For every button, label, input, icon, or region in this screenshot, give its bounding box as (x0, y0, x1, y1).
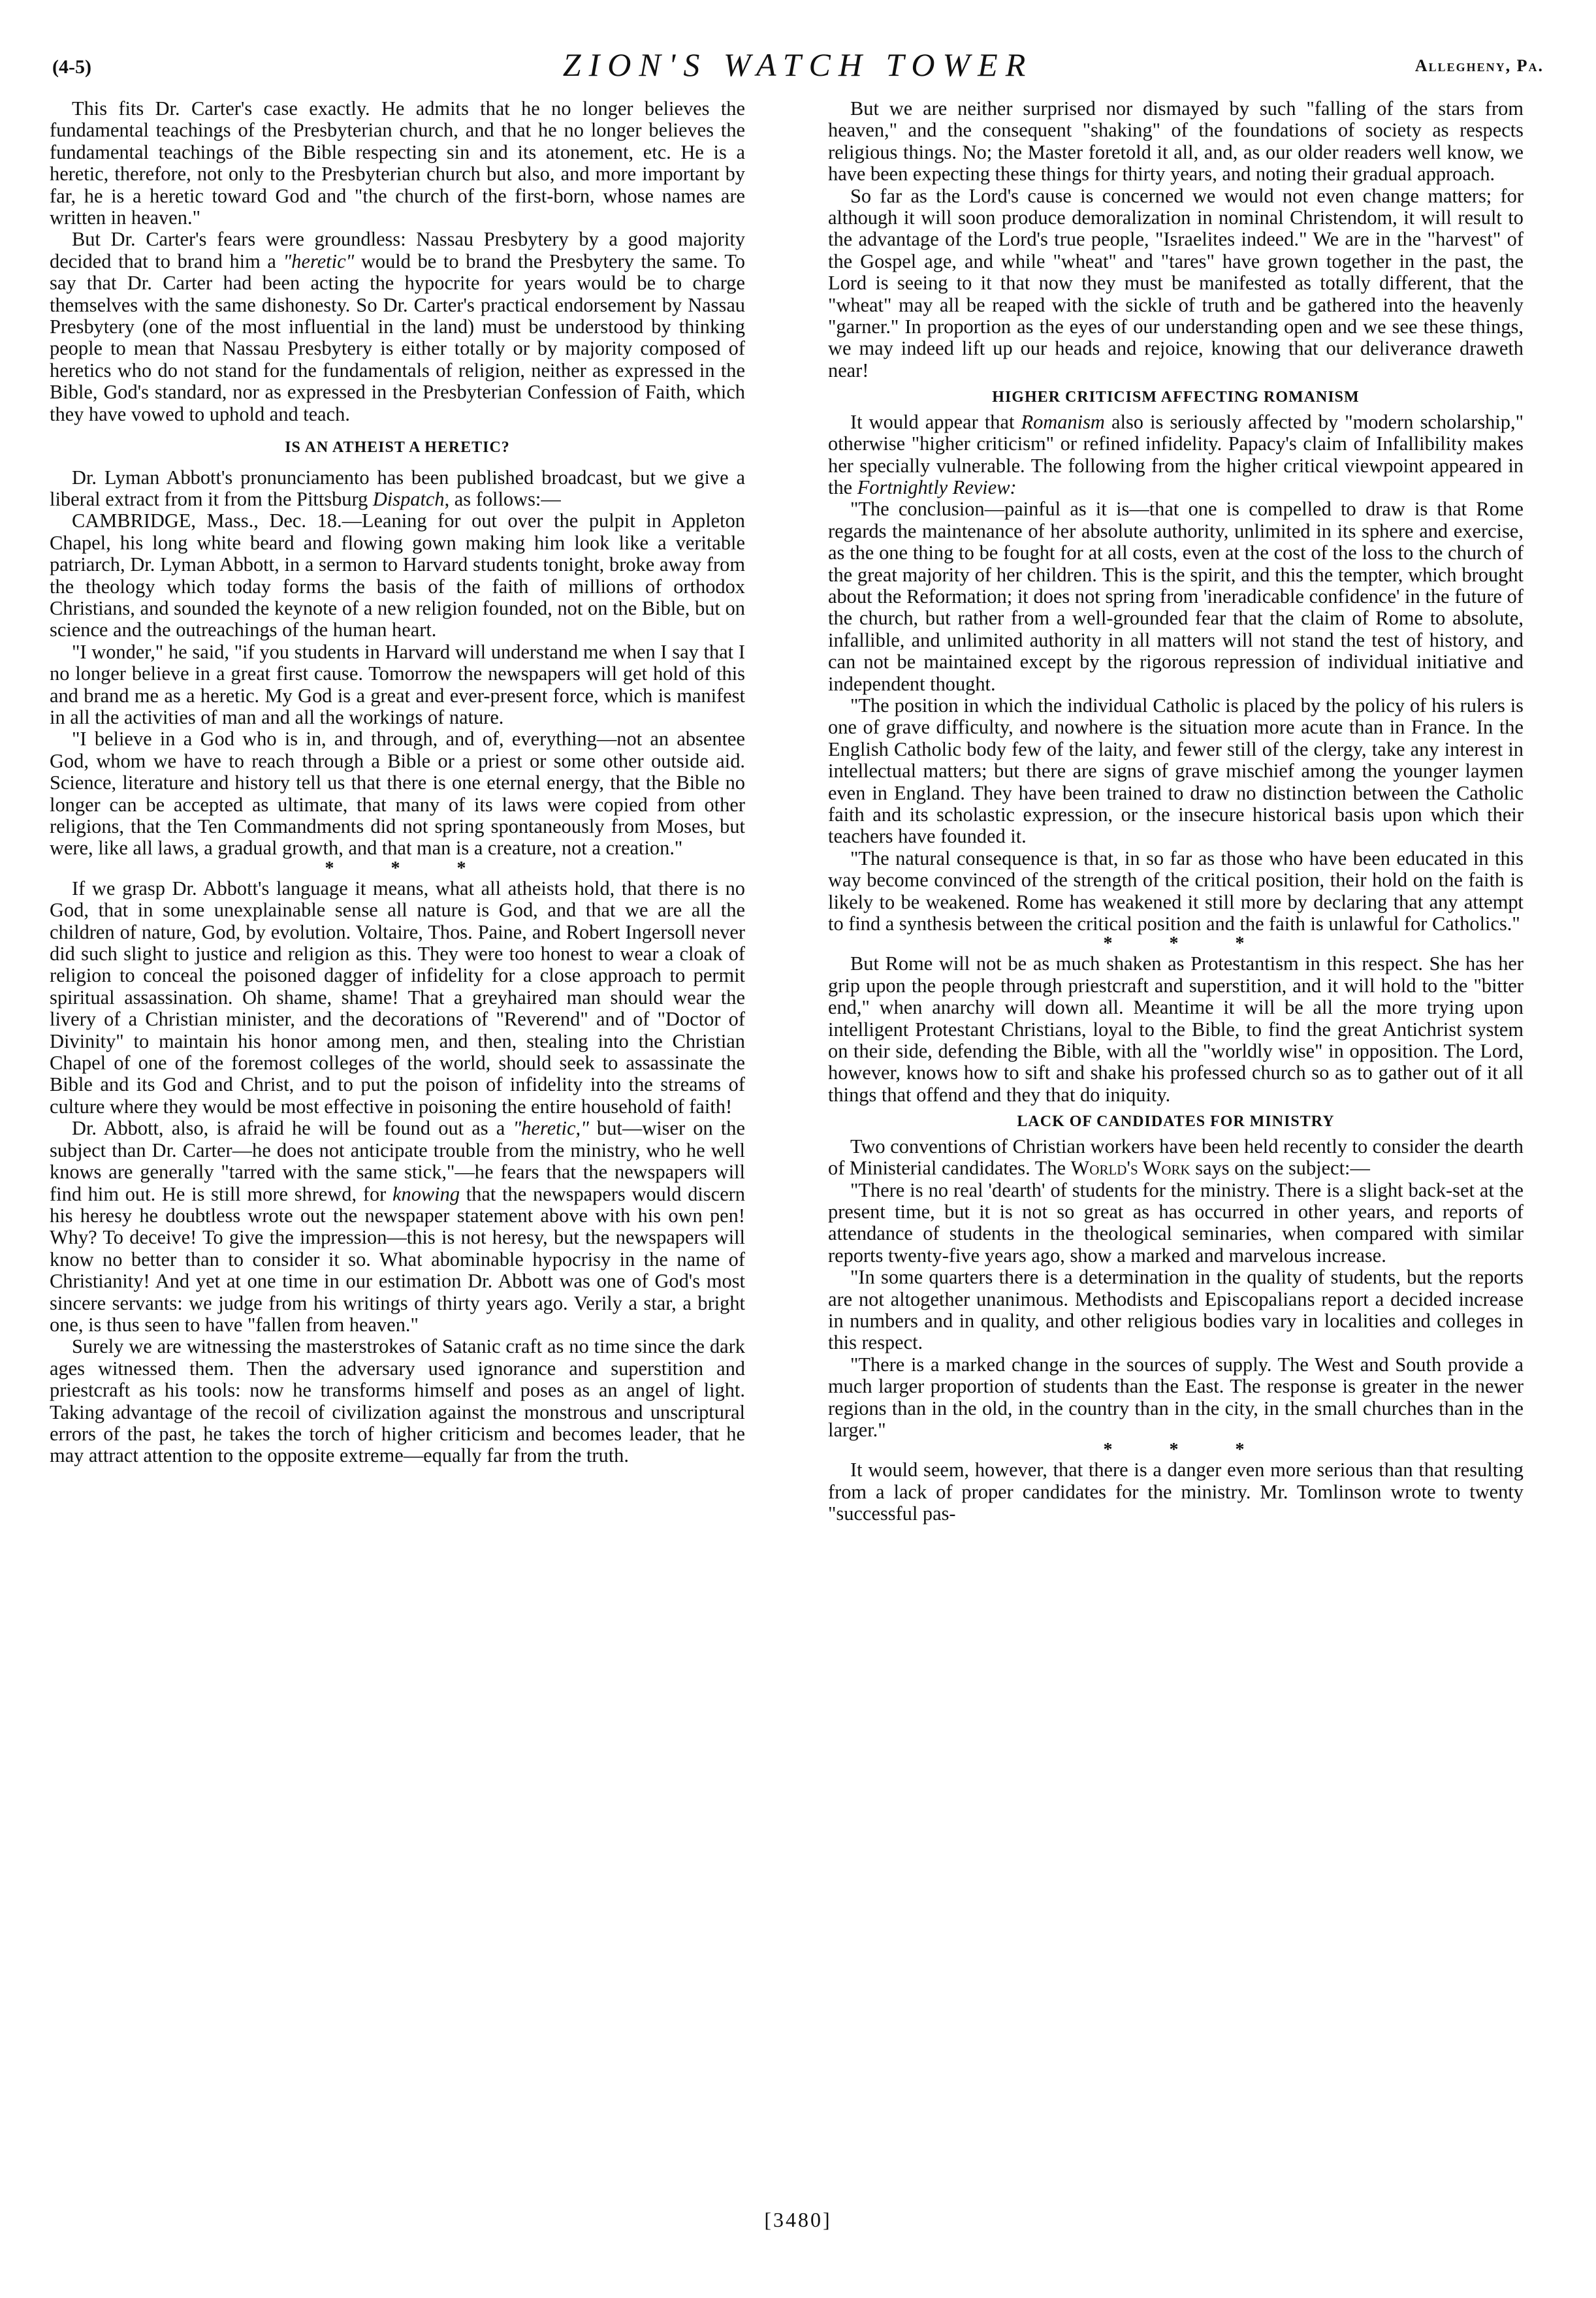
paragraph: But Dr. Carter's fears were groundless: Nassau Presbytery by a good majority decided that to brand him a "heretic" would be to brand the Presbytery the same. To say that Dr. Carter had been acting the hypocrite for years would be to charge themselves with the same dishonesty. So Dr. Carter's practical endorsement by Nassau Presbytery (one of the most influential in the land) must be understood by thinking people to mean that Nassau Presbytery is either totally or by majority composed of heretics who do not stand for the fundamentals of religion, neither as expressed in the Bible, God's standard, nor as expressed in the Presbyterian Confession of Faith, which they have vowed to uphold and teach. (50, 228, 745, 425)
paragraph: "The position in which the individual Catholic is placed by the policy of his rulers is one of grave difficulty, and nowhere is the situation more acute than in France. In the English Catholic body few of the laity, and fewer still of the clergy, take any interest in intellectual matters; but there are signs of grave mischief among the younger laymen even in England. They have been trained to draw no distinction between the Catholic faith and its scholastic expression, or the insecure historical basis upon which their teachers have founded it. (828, 694, 1524, 848)
paragraph: "The natural consequence is that, in so far as those who have been educated in this way become convinced of the strength of the critical position, their hold on the faith is likely to be weakened. Rome has weakened it still more by declaring that any attempt to find a synthesis between the critical position and the faith is unlawful for Catholics." (828, 847, 1524, 935)
section-separator: * * * (1103, 1440, 1271, 1461)
section-heading: LACK OF CANDIDATES FOR MINISTRY (1017, 1113, 1335, 1131)
paragraph: "The conclusion—painful as it is—that one is compelled to draw is that Rome regards the maintenance of her absolute authority, unlimited in its sphere and exercise, as the one thing to be fought for at all costs, even at the cost of the loss to the church of the great majority of her children. This is the spirit, and this the tempter, which brought about the Reformation; it does not spring from 'ineradicable confidence' in the future of the church, but rather from a well-grounded fear that the claim of Rome to absolute, infallible, and unlimited authority in all matters will not stand the test of history, and can not be maintained except by the rigorous repression of individual initiative and independent thought. (828, 498, 1524, 695)
section-heading: HIGHER CRITICISM AFFECTING ROMANISM (992, 389, 1360, 406)
paragraph: This fits Dr. Carter's case exactly. He admits that he no longer believes the fundamental teachings of the Presbyterian church, and that he no longer believes the fundamental teachings of the Bible respecting sin and its atonement, etc. He is a heretic, therefore, not only to the Presbyterian church but also, and more important by far, he is a heretic toward God and "the church of the first-born, whose names are written in heaven." (50, 98, 745, 229)
paragraph: "In some quarters there is a determination in the quality of students, but the reports are not altogether unanimous. Methodists and Episcopalians report a decided increase in numbers and in quality, and other religious bodies vary in localities and colleges in this respect. (828, 1266, 1524, 1354)
paragraph: Dr. Lyman Abbott's pronunciamento has been published broadcast, but we give a liberal extract from it from the Pittsburg Dispatch, as follows:— (50, 466, 745, 510)
page-number: [3480] (764, 2208, 832, 2231)
publication-title: ZION'S WATCH TOWER (562, 46, 1034, 83)
page-reference: (4-5) (52, 56, 91, 78)
right-column (828, 98, 1524, 2188)
section-separator: * * * (325, 858, 492, 879)
page-header (52, 46, 1544, 85)
paragraph: Surely we are witnessing the masterstrokes of Satanic craft as no time since the dark ages witnessed them. Then the adversary used ignorance and superstition and priestcraft as his tools: now he transforms himself and poses as an angel of light. Taking advantage of the recoil of civilization against the monstrous and unscriptural errors of the past, he takes the torch of higher criticism and becomes leader, that he may attract attention to the opposite extreme—equally far from the truth. (50, 1335, 745, 1467)
paragraph: Two conventions of Christian workers have been held recently to consider the dearth of Ministerial candidates. The World's Work says on the subject:— (828, 1135, 1524, 1180)
section-heading: IS AN ATHEIST A HERETIC? (285, 439, 510, 457)
paragraph: "There is no real 'dearth' of students for the ministry. There is a slight back-set at the present time, but it is not so great as has occurred in other years, and reports of attendance of students in the theological seminaries, when compared with similar reports twenty-five years ago, show a marked and marvelous increase. (828, 1178, 1524, 1267)
paragraph: CAMBRIDGE, Mass., Dec. 18.—Leaning for out over the pulpit in Appleton Chapel, his long white beard and flowing gown making him look like a veritable patriarch, Dr. Lyman Abbott, in a sermon to Harvard students tonight, broke away from the theology which today forms the basis of the faith of millions of orthodox Christians, and sounded the keynote of a new religion founded, not on the Bible, but on science and the outreachings of the human heart. (50, 510, 745, 641)
paragraph: It would appear that Romanism also is seriously affected by "modern scholarship," otherwise "higher criticism" or refined infidelity. Papacy's claim of Infallibility makes her specially vulnerable. The following from the higher critical viewpoint appeared in the Fortnightly Review: (828, 410, 1524, 498)
paragraph: But Rome will not be as much shaken as Protestantism in this respect. She has her grip upon the people through priestcraft and superstition, and it will hold to the "bitter end," when anarchy will down all. Meantime it will be all the more trying upon intelligent Protestant Christians, loyal to the Bible, to find the great Antichrist system on their side, defending the Bible, with all the "worldly wise" in opposition. The Lord, however, knows how to sift and shake his professed church so as to gather out of it all things that offend and they that do iniquity. (828, 952, 1524, 1106)
paragraph: So far as the Lord's cause is concerned we would not even change matters; for although it will soon produce demoralization in nominal Christendom, it will result to the advantage of the Lord's true people, "Israelites indeed." We are in the "harvest" of the Gospel age, and while "wheat" and "tares" have grown together in the past, the Lord is seeing to it that now they must be manifested as totally different, that the "wheat" may all be reaped with the sickle of truth and be gathered into the heavenly "garner." In proportion as the eyes of our understanding open and we see these things, we may indeed lift up our heads and rejoice, knowing that our deliverance draweth near! (828, 184, 1524, 381)
paragraph: Dr. Abbott, also, is afraid he will be found out as a "heretic," but—wiser on the subject than Dr. Carter—he does not anticipate trouble from the ministry, who he well knows are generally "tarred with the same stick,"—he fears that the newspapers will find him out. He is still more shrewd, for knowing that the newspapers would discern his heresy he doubtless wrote out the newspaper statement above with his own pen! Why? To deceive! To give the impression—this is not heresy, but the newspapers will know no better than to consider it so. What abominable hypocrisy in the name of Christianity! And yet at one time in our estimation Dr. Abbott was one of God's most sincere servants: we judge from his writings of thirty years ago. Verily a star, a bright one, is thus seen to have "fallen from heaven." (50, 1117, 745, 1336)
paragraph: It would seem, however, that there is a danger even more serious than that resulting from a lack of proper candidates for the ministry. Mr. Tomlinson wrote to twenty "successful pas- (828, 1459, 1524, 1525)
publication-location: Allegheny, Pa. (1414, 56, 1544, 75)
section-separator: * * * (1103, 933, 1271, 954)
left-column (50, 98, 745, 2188)
paragraph: "There is a marked change in the sources of supply. The West and South provide a much larger proportion of students than the East. The response is greater in the newer regions than in the old, in the country than in the city, in the small churches than in the larger." (828, 1353, 1524, 1441)
paragraph: But we are neither surprised nor dismayed by such "falling of the stars from heaven," and the consequent "shaking" of the foundations of society as respects religious things. No; the Master foretold it all, and, as our older readers well know, we have been expecting these things for thirty years, and noting their gradual approach. (828, 98, 1524, 186)
paragraph: "I wonder," he said, "if you students in Harvard will understand me when I say that I no longer believe in a great first cause. Tomorrow the newspapers will get hold of this and brand me as a heretic. My God is a great and ever-present force, which is manifest in all the activities of man and all the workings of nature. (50, 640, 745, 728)
paragraph: If we grasp Dr. Abbott's language it means, what all atheists hold, that there is no God, that in some unexplainable sense all nature is God, and that we are all the children of nature, God, by evolution. Voltaire, Thos. Paine, and Robert Ingersoll never did such slight to justice and religion as this. They were too honest to wear a cloak of religion to conceal the poisoned dagger of infidelity for a close approach to permit spiritual assassination. Oh shame, shame! That a greyhaired man should wear the livery of a Christian minister, and the decorations of "Reverend" and of "Doctor of Divinity" to maintain his honor among men, and then, stealing into the Christian Chapel of one of the foremost colleges of the world, should seek to assassinate the Bible and its God and Christ, and to put the poison of infidelity into the streams of culture where they would be most effective in poisoning the entire household of faith! (50, 877, 745, 1118)
paragraph: "I believe in a God who is in, and through, and of, everything—not an absentee God, whom we have to reach through a Bible or a priest or some other outside aid. Science, literature and history tell us that there is one eternal energy, that the Bible no longer can be accepted as ultimate, that many of its laws were copied from other religions, that the Ten Commandments did not spring spontaneously from Moses, but were, like all laws, a gradual growth, and that man is a creature, not a creation." (50, 728, 745, 860)
